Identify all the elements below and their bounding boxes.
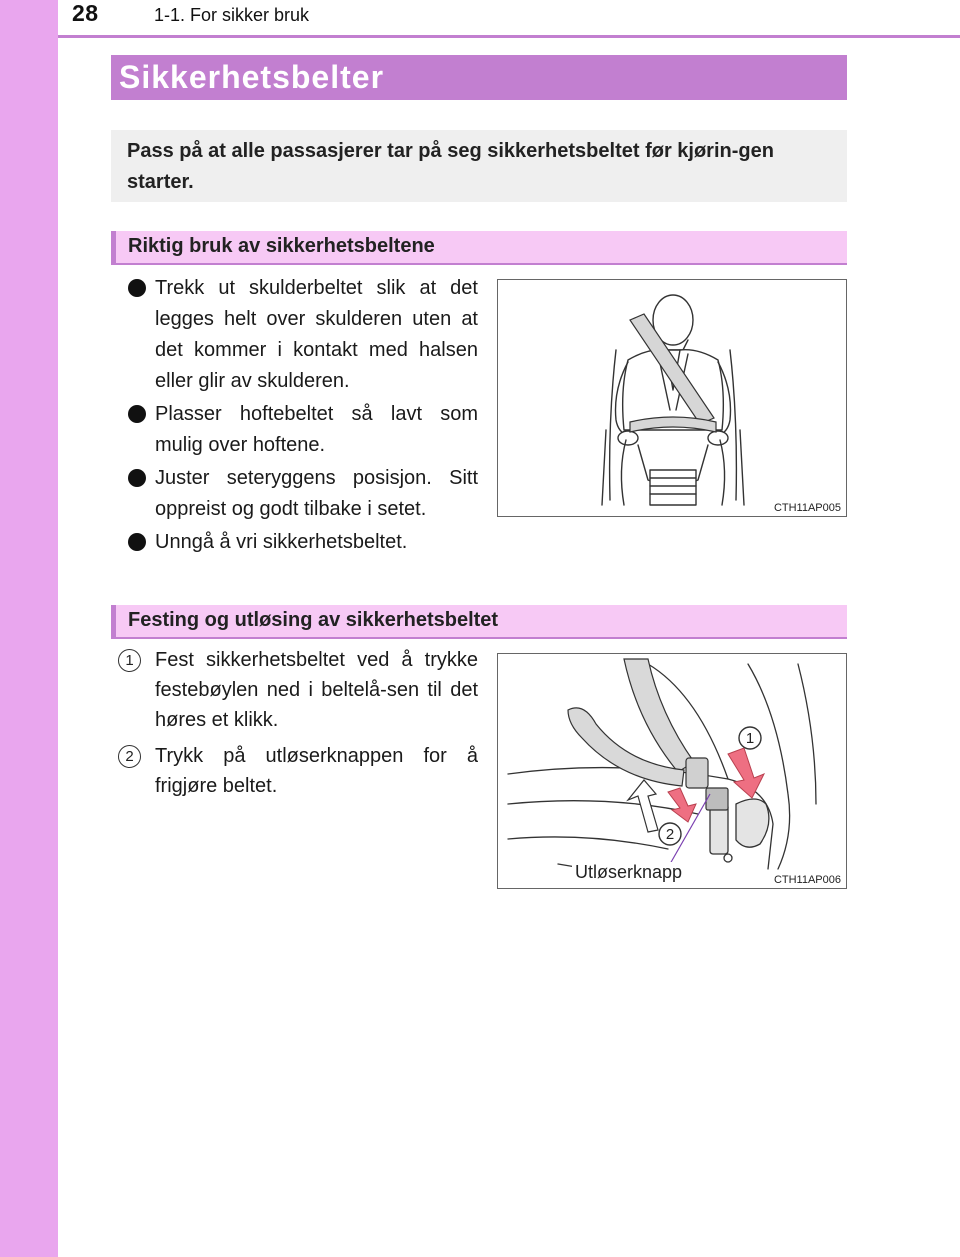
seated-person-illustration [498,280,847,517]
intro-box [111,130,847,202]
bullet-icon [128,533,146,551]
bullet-icon [128,405,146,423]
intro-text: Pass på at alle passasjerer tar på seg sikkerhetsbeltet før kjørin-gen starter. [127,140,774,193]
list-item-text: Unngå å vri sikkerhetsbeltet. [155,531,408,553]
page-number: 28 [72,0,99,26]
header-rule [58,35,960,38]
bullet-list [128,273,478,560]
list-item-text: Fest sikkerhetsbeltet ved å trykke festebøylen ned i beltelå-sen til det høres et klikk. [155,649,478,731]
title-band [111,55,847,100]
list-item [128,527,478,558]
section-path: 1-1. For sikker bruk [154,5,310,25]
callout-1: 1 [745,730,755,747]
section-heading-correct-use [111,231,847,265]
section-heading-fasten-release [111,605,847,639]
figure-seated-person [497,279,847,517]
list-item-text: Juster seteryggens posisjon. Sitt oppreist og godt tilbake i setet. [155,467,478,520]
list-item-text: Trekk ut skulderbeltet slik at det legges helt over skulderen uten at det kommer i kontakt med halsen eller glir av skulderen. [155,277,478,392]
figure-code: CTH11AP006 [773,874,841,886]
list-item [128,463,478,525]
side-color-bar [0,0,58,1257]
list-item-text: Plasser hoftebeltet så lavt som mulig over hoftene. [155,403,478,456]
list-item [128,399,478,461]
figure-code: CTH11AP005 [773,502,841,514]
callout-2: 2 [665,826,675,843]
figure-buckle [497,653,847,889]
bullet-icon [128,279,146,297]
list-item-text: Trykk på utløserknappen for å frigjøre beltet. [155,745,478,797]
step-list [118,645,478,807]
buckle-illustration [498,654,847,889]
list-item [118,741,478,801]
list-item [128,273,478,397]
step-number: 1 [118,649,141,672]
release-button-label: Utløserknapp [572,862,685,883]
list-item [118,645,478,735]
section-heading-text: Festing og utløsing av sikkerhetsbeltet [128,609,499,631]
step-number: 2 [118,745,141,768]
section-heading-text: Riktig bruk av sikkerhetsbeltene [128,235,435,257]
page-title: Sikkerhetsbelter [119,59,385,95]
bullet-icon [128,469,146,487]
